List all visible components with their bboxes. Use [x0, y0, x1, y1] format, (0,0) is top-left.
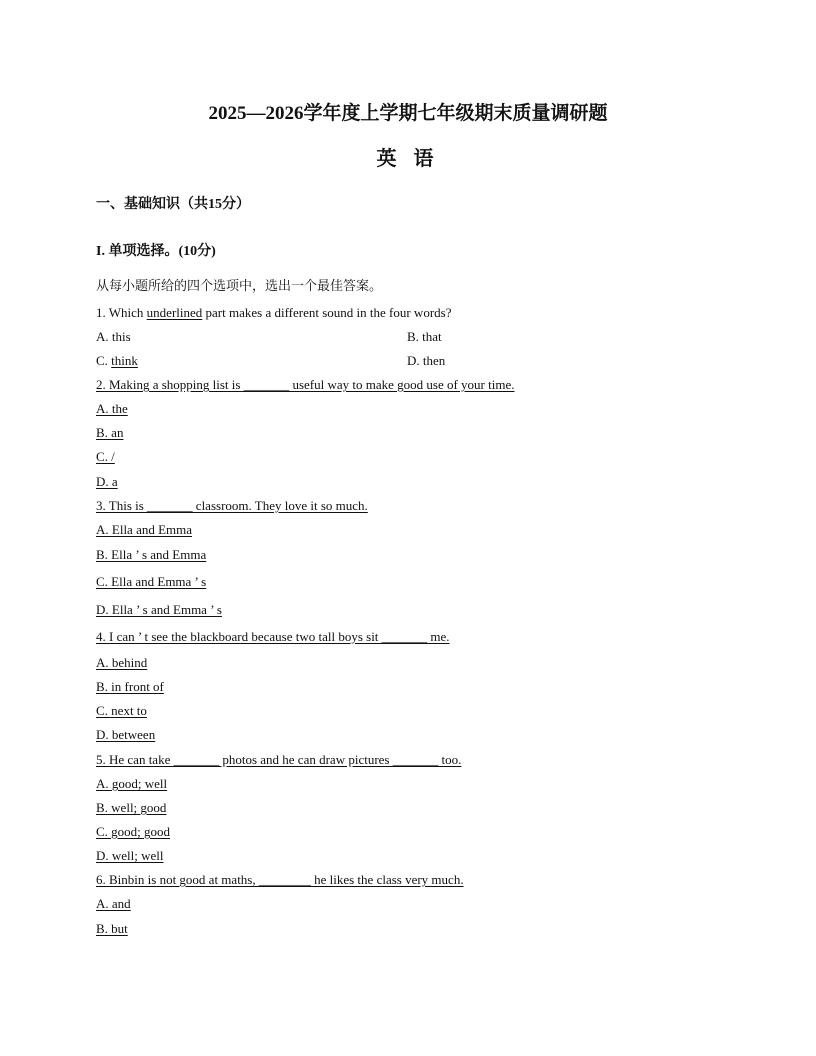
q5-option-c: C. good; good	[96, 824, 171, 839]
instruction-text: 从每小题所给的四个选项中，选出一个最佳答案。	[96, 278, 383, 293]
q4-option-b: B. in front of	[96, 679, 164, 694]
q5-option-b: B. well; good	[96, 800, 167, 815]
question-3-stem: 3. This is _______ classroom. They love it so much.	[96, 498, 368, 513]
part-heading: I. 单项选择。(10分)	[96, 244, 216, 259]
q4-option-a: A. behind	[96, 655, 148, 670]
question-5-stem: 5. He can take _______ photos and he can draw pictures _______ too.	[96, 752, 462, 767]
q6-option-a: A. and	[96, 896, 131, 911]
q5-option-d: D. well; well	[96, 848, 164, 863]
q2-option-d: D. a	[96, 474, 118, 489]
question-1-stem: 1. Which underlined part makes a different sound in the four words?	[96, 305, 452, 320]
subject-title: 英 语	[376, 148, 440, 170]
q4-option-d: D. between	[96, 727, 156, 742]
q2-option-c: C. /	[96, 449, 115, 464]
q3-option-a: A. Ella and Emma	[96, 522, 193, 537]
question-6-stem: 6. Binbin is not good at maths, ________ he likes the class very much.	[96, 872, 464, 887]
q3-option-c: C. Ella and Emma ’ s	[96, 574, 207, 589]
q1-option-a: A. this	[96, 329, 131, 344]
q4-option-c: C. next to	[96, 703, 147, 718]
exam-title: 2025—2026学年度上学期七年级期末质量调研题	[208, 103, 608, 124]
q1-option-c: C. think	[96, 353, 138, 368]
q3-option-b: B. Ella ’ s and Emma	[96, 547, 207, 562]
q2-option-a: A. the	[96, 401, 128, 416]
q6-option-b: B. but	[96, 921, 128, 936]
question-4-stem: 4. I can ’ t see the blackboard because two tall boys sit _______ me.	[96, 629, 450, 644]
q5-option-a: A. good; well	[96, 776, 168, 791]
q1-option-b: B. that	[407, 329, 442, 344]
q3-option-d: D. Ella ’ s and Emma ’ s	[96, 602, 222, 617]
question-2-stem: 2. Making a shopping list is _______ useful way to make good use of your time.	[96, 377, 515, 392]
q1-option-d: D. then	[407, 353, 446, 368]
section-heading: 一、基础知识（共15分）	[96, 197, 250, 212]
q2-option-b: B. an	[96, 425, 124, 440]
